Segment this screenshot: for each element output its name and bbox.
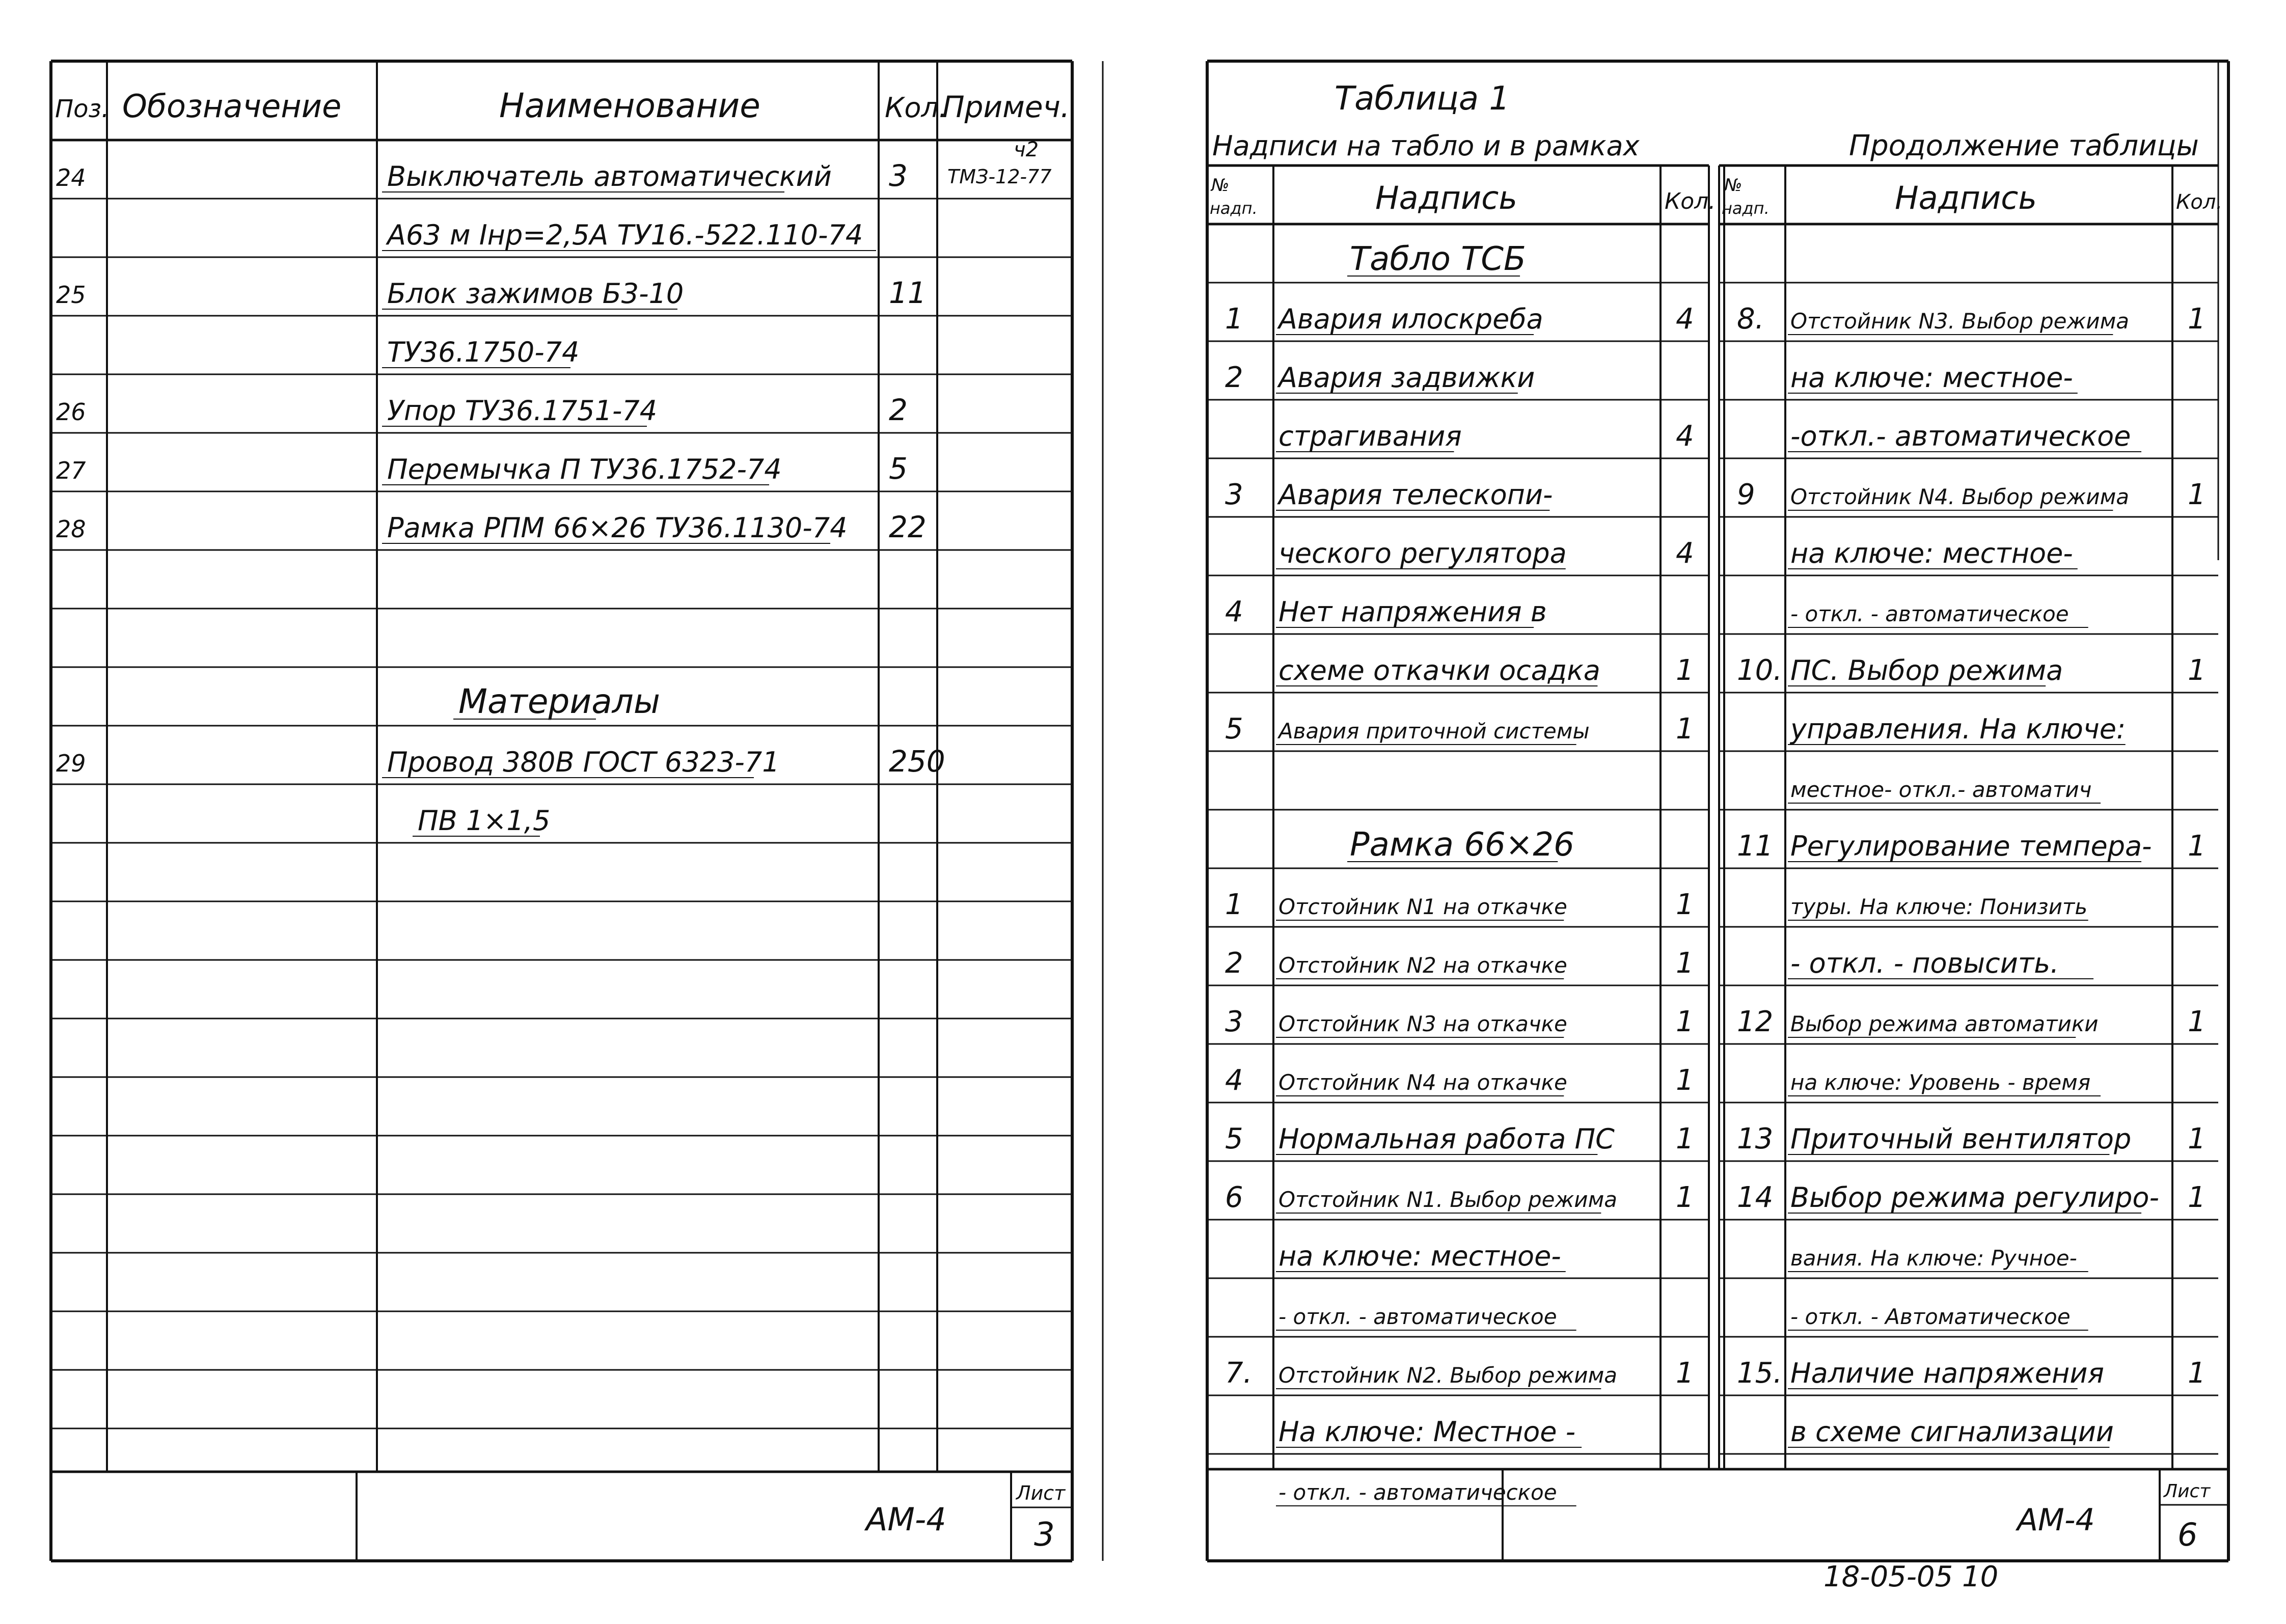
left_col-qty: 1 xyxy=(1676,947,1694,980)
left-header-designation: Обозначение xyxy=(122,88,342,125)
right_col-text: Регулирование темпера- xyxy=(1790,830,2152,862)
left_col-no: 1 xyxy=(1225,302,1243,336)
left_col-text: Нормальная работа ПС xyxy=(1278,1123,1615,1155)
left_col-text: схеме откачки осадка xyxy=(1278,654,1600,686)
left_col-qty: 1 xyxy=(1676,1064,1694,1097)
right_col-no: 14 xyxy=(1737,1181,1774,1214)
right-header-no2: № xyxy=(1724,175,1743,196)
right-sheet-label: Лист xyxy=(2164,1481,2211,1502)
right_col-qty: 1 xyxy=(2188,478,2206,511)
right_col-qty: 1 xyxy=(2188,1005,2206,1038)
right_col-text: -откл.- автоматическое xyxy=(1790,420,2131,452)
left-row-qty: 5 xyxy=(889,451,908,486)
left_col-text: на ключе: местное- xyxy=(1278,1240,1561,1272)
left-row-name: Провод 380В ГОСТ 6323-71 xyxy=(387,746,780,778)
left_col-qty: 1 xyxy=(1676,1005,1694,1038)
table-title: Таблица 1 xyxy=(1335,80,1510,118)
left_col-text: Рамка 66×26 xyxy=(1350,826,1574,864)
right_col-text: Выбор режима автоматики xyxy=(1790,1011,2099,1036)
right-header-no2: надп. xyxy=(1722,199,1770,218)
left_col-text: Отстойник N1 на откачке xyxy=(1278,894,1567,919)
left_col-text: - откл. - автоматическое xyxy=(1278,1480,1557,1505)
left_col-no: 5 xyxy=(1225,1122,1243,1155)
left_col-text: На ключе: Местное - xyxy=(1278,1416,1576,1448)
left-header-pos: Поз. xyxy=(55,95,110,123)
left_col-no: 4 xyxy=(1225,1064,1243,1097)
right_col-text: местное- откл.- автоматич xyxy=(1790,777,2092,802)
left_col-text: - откл. - автоматическое xyxy=(1278,1304,1557,1329)
right-header-no: надп. xyxy=(1210,199,1258,218)
right-header-no: № xyxy=(1211,175,1230,196)
left-row-name: ТУ36.1750-74 xyxy=(387,336,580,368)
right_col-text: Отстойник N3. Выбор режима xyxy=(1790,309,2130,334)
left_col-text: Отстойник N1. Выбор режима xyxy=(1278,1187,1618,1212)
left_col-no: 2 xyxy=(1225,361,1243,394)
left-header-note: Примеч. xyxy=(942,90,1070,124)
right_col-qty: 1 xyxy=(2188,302,2206,336)
left-row-name: ПВ 1×1,5 xyxy=(418,805,551,837)
right_col-text: - откл. - автоматическое xyxy=(1790,601,2069,626)
right_col-text: - откл. - Автоматическое xyxy=(1790,1304,2071,1329)
right_col-text: туры. На ключе: Понизить xyxy=(1790,894,2088,919)
right-header-qty: Кол. xyxy=(1665,188,1716,214)
left-row-pos: 26 xyxy=(56,398,86,426)
right_col-no: 9 xyxy=(1737,478,1755,511)
right_col-text: на ключе: местное- xyxy=(1790,362,2073,394)
left_col-qty: 4 xyxy=(1676,537,1694,570)
right_col-qty: 1 xyxy=(2188,1181,2206,1214)
left_col-qty: 1 xyxy=(1676,654,1694,687)
left-row-name: А63 м Iнр=2,5А ТУ16.-522.110-74 xyxy=(387,219,863,251)
left_col-no: 3 xyxy=(1225,1005,1243,1038)
left_col-text: Авария илоскреба xyxy=(1278,303,1543,335)
right_col-text: на ключе: Уровень - время xyxy=(1790,1070,2091,1095)
left_col-text: страгивания xyxy=(1278,420,1462,452)
left_col-text: Авария приточной системы xyxy=(1278,719,1590,744)
footer-stamp: 18-05-05 10 xyxy=(1824,1560,1999,1593)
right_col-qty: 1 xyxy=(2188,830,2206,863)
right_col-text: - откл. - повысить. xyxy=(1790,947,2059,979)
left_col-qty: 1 xyxy=(1676,712,1694,746)
left_col-text: Отстойник N3 на откачке xyxy=(1278,1011,1567,1036)
right_col-no: 13 xyxy=(1737,1122,1774,1155)
right_col-text: на ключе: местное- xyxy=(1790,537,2073,569)
left_col-text: Отстойник N4 на откачке xyxy=(1278,1070,1567,1095)
left_col-no: 3 xyxy=(1225,478,1243,511)
right_col-no: 11 xyxy=(1737,830,1774,863)
right_col-no: 10. xyxy=(1737,654,1783,687)
left_col-qty: 4 xyxy=(1676,420,1694,453)
left-header-name: Наименование xyxy=(499,86,760,125)
left-row-pos: 28 xyxy=(56,515,86,543)
left-row-note: ТМЗ-12-77 xyxy=(947,166,1052,188)
left_col-qty: 1 xyxy=(1676,1122,1694,1155)
left_col-qty: 1 xyxy=(1676,1181,1694,1214)
left-row-pos: 25 xyxy=(56,281,86,309)
left-row-name: Упор ТУ36.1751-74 xyxy=(387,395,658,427)
left-row-name: Рамка РПМ 66×26 ТУ36.1130-74 xyxy=(387,512,848,544)
left-row-qty: 3 xyxy=(889,158,908,193)
right_col-no: 8. xyxy=(1737,302,1764,336)
right_col-text: ПС. Выбор режима xyxy=(1790,654,2063,686)
left_col-qty: 1 xyxy=(1676,1357,1694,1390)
right-sheet-code: АМ-4 xyxy=(2017,1502,2095,1538)
left-sheet-label: Лист xyxy=(1016,1482,1066,1504)
left_col-qty: 1 xyxy=(1676,888,1694,921)
right_col-text: Отстойник N4. Выбор режима xyxy=(1790,484,2130,509)
left_col-text: ческого регулятора xyxy=(1278,537,1567,569)
left_col-text: Табло ТСБ xyxy=(1350,240,1526,278)
left-row-pos: 27 xyxy=(56,457,86,484)
left-row-pos: 24 xyxy=(56,164,86,191)
left-row-qty: 22 xyxy=(889,510,927,544)
right_col-text: Приточный вентилятор xyxy=(1790,1123,2132,1155)
right_col-text: Выбор режима регулиро- xyxy=(1790,1181,2159,1214)
right_col-qty: 1 xyxy=(2188,1122,2206,1155)
left-row-note: ч2 xyxy=(1014,138,1039,161)
continuation-label: Продолжение таблицы xyxy=(1849,129,2199,162)
right-sheet-number: 6 xyxy=(2178,1516,2198,1553)
left-sheet-number: 3 xyxy=(1034,1516,1055,1554)
left_col-text: Авария телескопи- xyxy=(1278,479,1553,511)
left-row-qty: 11 xyxy=(889,276,927,310)
left-row-qty: 2 xyxy=(889,393,908,427)
left_col-no: 1 xyxy=(1225,888,1243,921)
right_col-text: вания. На ключе: Ручное- xyxy=(1790,1246,2077,1271)
left-row-qty: 250 xyxy=(889,744,945,779)
table-subtitle: Надписи на табло и в рамках xyxy=(1212,130,1640,162)
left-row-name: Блок зажимов Б3-10 xyxy=(387,278,684,310)
left-row-pos: 29 xyxy=(56,750,86,777)
left_col-text: Отстойник N2 на откачке xyxy=(1278,953,1567,978)
left-header-qty: Кол. xyxy=(885,92,948,124)
left_col-text: Нет напряжения в xyxy=(1278,596,1547,628)
right_col-text: в схеме сигнализации xyxy=(1790,1416,2114,1448)
left_col-no: 4 xyxy=(1225,595,1243,628)
right-header-text: Надпись xyxy=(1375,179,1517,216)
left-sheet-code: АМ-4 xyxy=(866,1501,946,1538)
right-header-text2: Надпись xyxy=(1895,179,2037,216)
left-row-name: Выключатель автоматический xyxy=(387,160,832,192)
left_col-no: 2 xyxy=(1225,947,1243,980)
left_col-text: Отстойник N2. Выбор режима xyxy=(1278,1363,1618,1388)
right_col-no: 15. xyxy=(1737,1357,1783,1390)
right_col-text: управления. На ключе: xyxy=(1790,713,2126,745)
left_col-no: 5 xyxy=(1225,712,1243,746)
right_col-qty: 1 xyxy=(2188,1357,2206,1390)
right_col-text: Наличие напряжения xyxy=(1790,1357,2104,1389)
left_col-no: 7. xyxy=(1225,1357,1253,1390)
left_col-text: Авария задвижки xyxy=(1278,362,1535,394)
left_col-no: 6 xyxy=(1225,1181,1243,1214)
left_col-qty: 4 xyxy=(1676,302,1694,336)
left-row-name: Перемычка П ТУ36.1752-74 xyxy=(387,453,782,485)
right-header-qty2: Кол. xyxy=(2176,190,2223,214)
left-row-name: Материалы xyxy=(458,682,660,721)
right_col-qty: 1 xyxy=(2188,654,2206,687)
right_col-no: 12 xyxy=(1737,1005,1774,1038)
